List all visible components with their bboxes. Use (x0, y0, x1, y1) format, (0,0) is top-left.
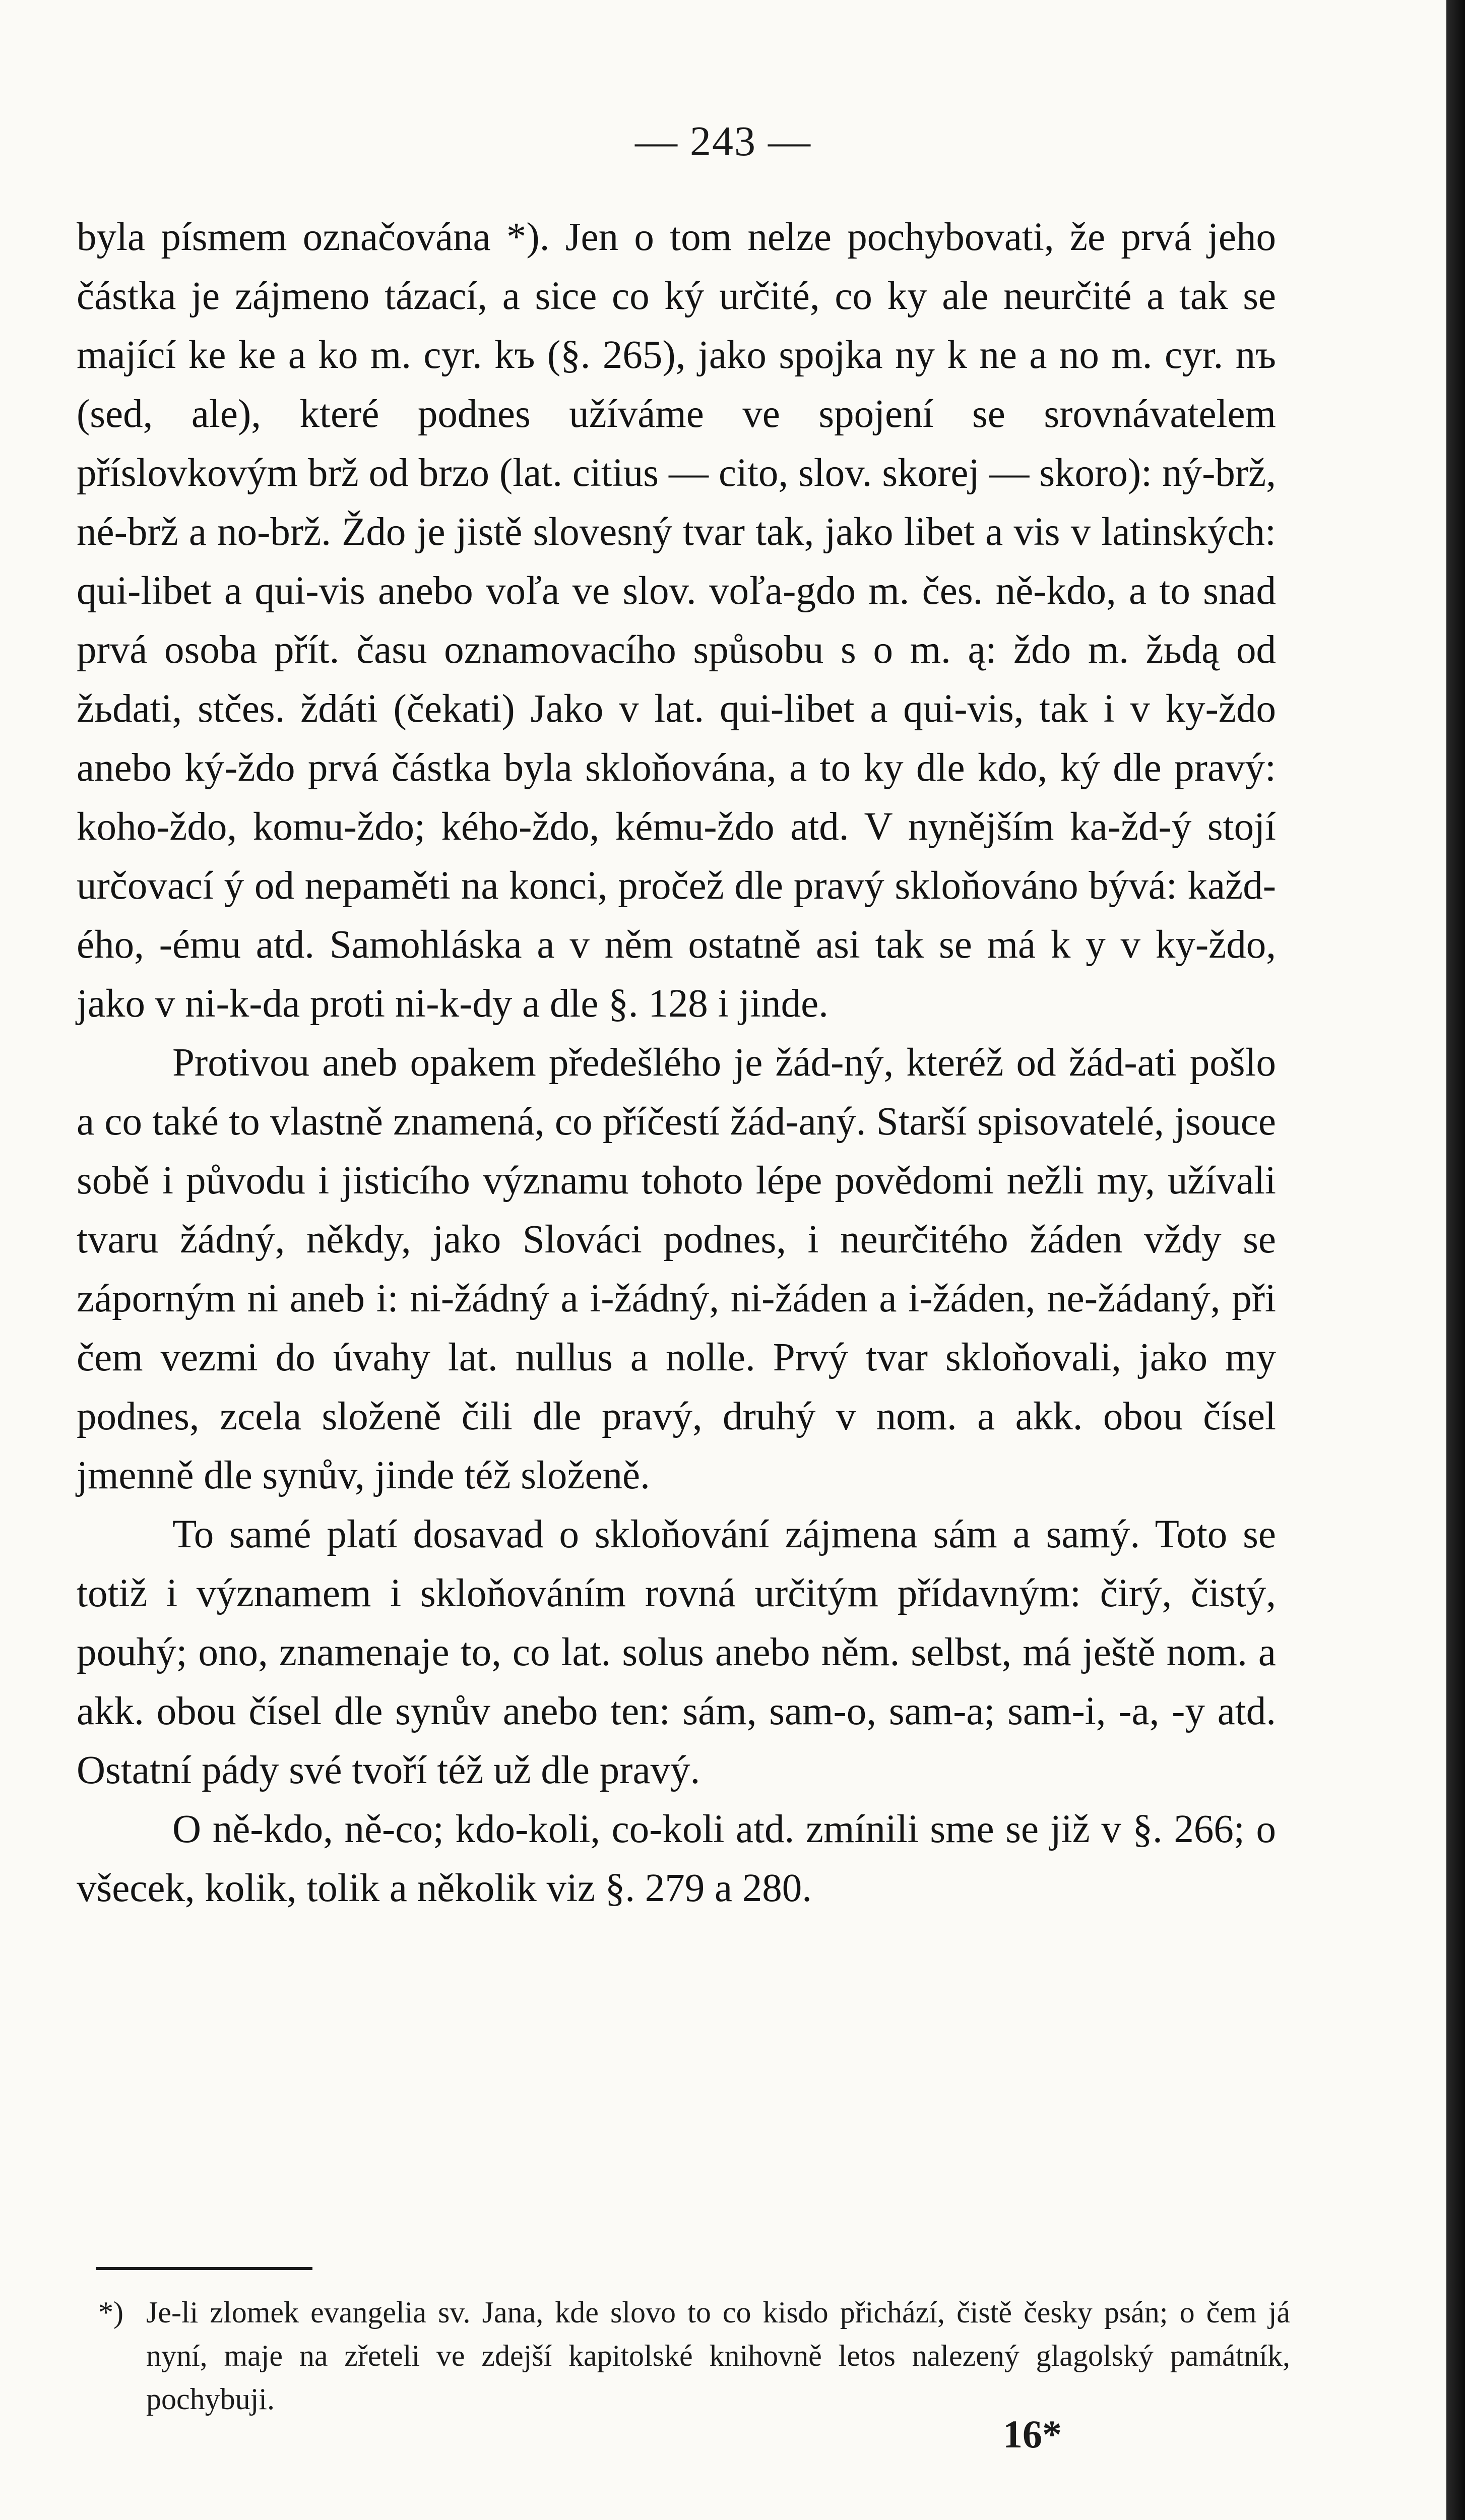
footnote-divider (96, 2267, 312, 2270)
paragraph-4: O ně-kdo, ně-co; kdo-koli, co-koli atd. zmínili sme se již v §. 266; o všecek, kolik, tolik a několik viz §. 279 a 280. (77, 1807, 1276, 1910)
footnote (98, 2291, 1290, 2421)
body-text (77, 208, 1276, 1918)
paragraph-3: To samé platí dosavad o skloňování zájmena sám a samý. Toto se totiž i významem i skloňováním rovná určitým přídavným: čirý, čistý, pouhý; ono, znamenaje to, co lat. solus anebo něm. selbst, má ještě nom. a akk. obou čísel dle synův anebo ten: sám, sam-o, sam-a; sam-i, -a, -y atd. Ostatní pády své tvoří též už dle pravý. (77, 1513, 1276, 1792)
paragraph-2: Protivou aneb opakem předešlého je žád-ný, kteréž od žád-ati pošlo a co také to vlastně znamená, co příčestí žád-aný. Starší spisovatelé, jsouce sobě i původu i jisticího významu tohoto lépe povědomi nežli my, užívali tvaru žádný, někdy, jako Slováci podnes, i neurčitého žáden vždy se záporným ni aneb i: ni-žádný a i-žádný, ni-žáden a i-žáden, ne-žádaný, při čem vezmi do úvahy lat. nullus a nolle. Prvý tvar skloňovali, jako my podnes, zcela složeně čili dle pravý, druhý v nom. a akk. obou čísel jmenně dle synův, jinde též složeně. (77, 1041, 1276, 1497)
paragraph-1: byla písmem označována *). Jen o tom nelze pochybovati, že prvá jeho částka je zájmeno tázací, a sice co ký určité, co ky ale neurčité a tak se mající ke ke a ko m. cyr. kъ (§. 265), jako spojka ny k ne a no m. cyr. nъ (sed, ale), které podnes užíváme ve spojení se srovnávatelem příslovkovým brž od brzo (lat. citius — cito, slov. skorej — skoro): ný-brž, né-brž a no-brž. Ždo je jistě slovesný tvar tak, jako libet a vis v latinských: qui-libet a qui-vis anebo voľa ve slov. voľa-gdo m. čes. ně-kdo, a to snad prvá osoba přít. času oznamovacího spůsobu s o m. ą: ždo m. žьdą od žьdati, stčes. ždáti (čekati) Jako v lat. qui-libet a qui-vis, tak i v ky-ždo anebo ký-ždo prvá částka byla skloňována, a to ky dle kdo, ký dle pravý: koho-ždo, komu-ždo; kého-ždo, kému-ždo atd. V nynějším ka-žd-ý stojí určovací ý od nepaměti na konci, pročež dle pravý skloňováno bývá: každ-ého, -ému atd. Samohláska a v něm ostatně asi tak se má k y v ky-ždo, jako v ni-k-da proti ni-k-dy a dle §. 128 i jinde. (77, 215, 1276, 1026)
footnote-mark: *) (98, 2296, 123, 2329)
page-edge-shadow (1446, 0, 1465, 2520)
signature-mark: 16* (1003, 2412, 1062, 2456)
footnote-text: Je-li zlomek evangelia sv. Jana, kde slovo to co kisdo přichází, čistě česky psán; o čem já nyní, maje na zřeteli ve zdejší kapitolské knihovně letos nalezený glagolský památník, pochybuji. (146, 2296, 1290, 2416)
page-number: — 243 — (635, 118, 811, 165)
